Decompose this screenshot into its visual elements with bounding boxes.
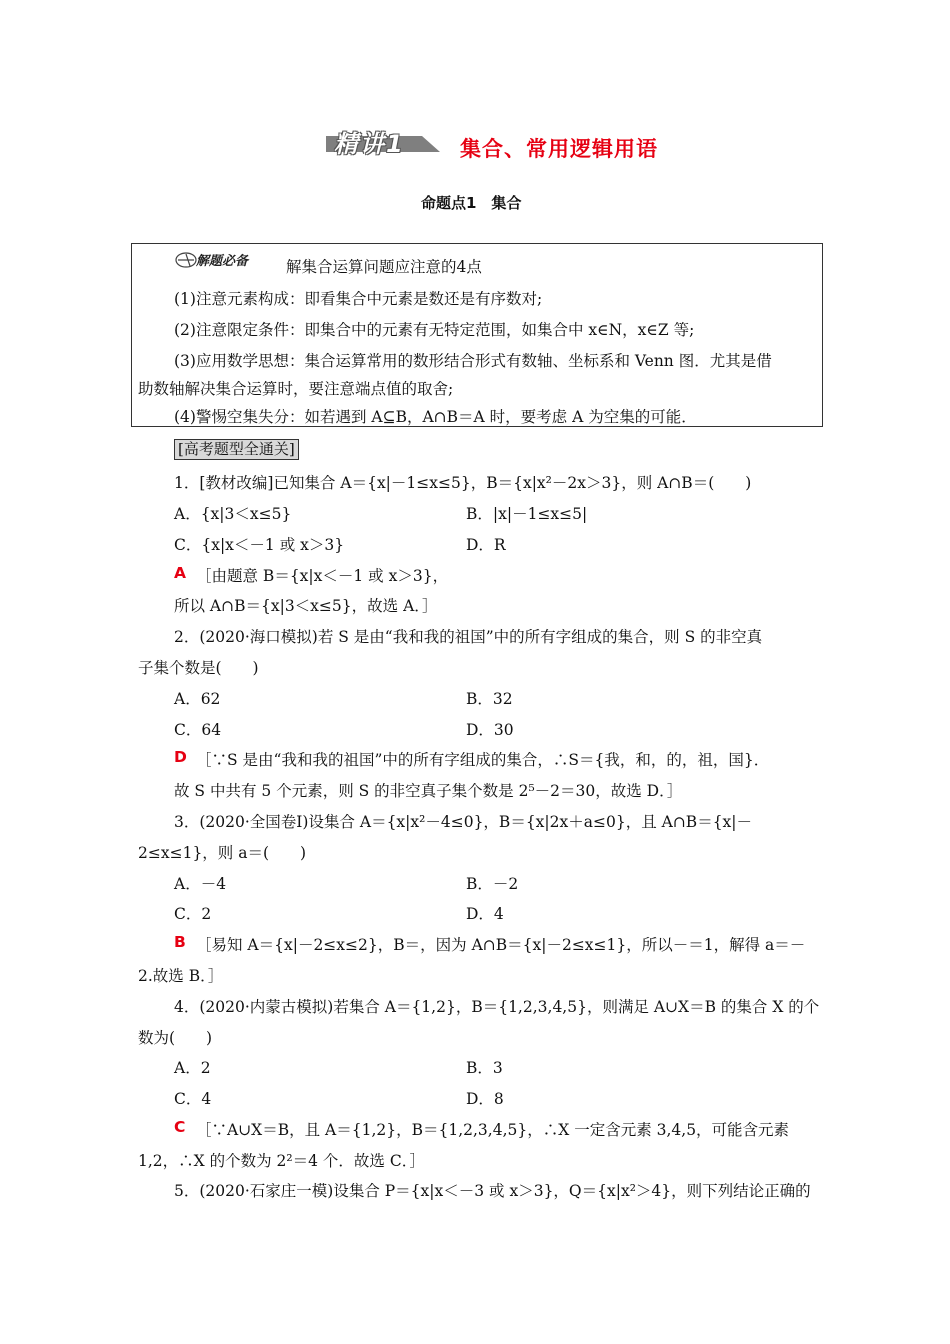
answer-letter: A xyxy=(174,564,186,582)
question-stem: 数为( ) xyxy=(138,1029,213,1047)
option: D．8 xyxy=(466,1090,504,1108)
answer-letter: D xyxy=(174,748,187,766)
chapter-title: 集合、常用逻辑用语 xyxy=(460,137,658,161)
tip-item: (1)注意元素构成：即看集合中元素是数还是有序数对; xyxy=(174,290,543,308)
option: A．{x|3＜x≤5} xyxy=(174,505,292,523)
option: B．－2 xyxy=(466,875,519,893)
chapter-badge: 精讲1 xyxy=(334,130,405,158)
tip-tag-label: 解题必备 xyxy=(196,254,249,269)
option: D．30 xyxy=(466,721,514,739)
solution-text: ［∵A∪X＝B，且 A＝{1,2}，B＝{1,2,3,4,5}，∴X 一定含元素 3,4,5，可能含元素 xyxy=(196,1121,790,1139)
option: C．2 xyxy=(174,905,212,923)
option: B．32 xyxy=(466,690,513,708)
tip-item: (3)应用数学思想：集合运算常用的数形结合形式有数轴、坐标系和 Venn 图．尤其是借 xyxy=(174,352,772,370)
option: A．－4 xyxy=(174,875,227,893)
question-stem: 2．(2020·海口模拟)若 S 是由“我和我的祖国”中的所有字组成的集合，则 S 的非空真 xyxy=(174,628,763,646)
solution-text: 所以 A∩B＝{x|3＜x≤5}，故选 A．］ xyxy=(174,597,438,615)
section-label: [高考题型全通关] xyxy=(174,439,299,460)
question-stem: 1．[教材改编]已知集合 A＝{x|－1≤x≤5}，B＝{x|x²－2x＞3}，则 A∩B＝( ) xyxy=(174,474,752,492)
question-stem: 3．(2020·全国卷Ⅰ)设集合 A＝{x|x²－4≤0}，B＝{x|2x＋a≤0}，且 A∩B＝{x|－ xyxy=(174,813,753,831)
option: C．{x|x＜－1 或 x＞3} xyxy=(174,536,345,554)
option: A．62 xyxy=(174,690,221,708)
question-stem: 4．(2020·内蒙古模拟)若集合 A＝{1,2}，B＝{1,2,3,4,5}，则满足 A∪X＝B 的集合 X 的个 xyxy=(174,998,820,1016)
option: D．R xyxy=(466,536,506,554)
option: A．2 xyxy=(174,1059,211,1077)
question-stem: 子集个数是( ) xyxy=(138,659,259,677)
option: B．|x|－1≤x≤5| xyxy=(466,505,588,523)
tip-item: (4)警惕空集失分：如若遇到 A⊆B，A∩B＝A 时，要考虑 A 为空集的可能． xyxy=(174,408,697,426)
solution-text: 1,2，∴X 的个数为 2²＝4 个．故选 C．］ xyxy=(138,1152,425,1170)
solution-text: ［由题意 B＝{x|x＜－1 或 x＞3}， xyxy=(196,567,449,585)
section-subtitle: 命题点1 集合 xyxy=(421,194,522,212)
option: D．4 xyxy=(466,905,504,923)
question-stem: 5．(2020·石家庄一模)设集合 P＝{x|x＜－3 或 x＞3}，Q＝{x|x²＞4}，则下列结论正确的 xyxy=(174,1182,811,1200)
solution-text: ［易知 A＝{x|－2≤x≤2}，B＝，因为 A∩B＝{x|－2≤x≤1}，所以－＝1，解得 a＝－ xyxy=(196,936,806,954)
option: B．3 xyxy=(466,1059,503,1077)
option: C．4 xyxy=(174,1090,212,1108)
solution-text: ［∵S 是由“我和我的祖国”中的所有字组成的集合，∴S＝{我，和，的，祖，国}． xyxy=(196,751,770,769)
answer-letter: C xyxy=(174,1118,186,1136)
option: C．64 xyxy=(174,721,222,739)
answer-letter: B xyxy=(174,933,186,951)
solution-text: 故 S 中共有 5 个元素，则 S 的非空真子集个数是 2⁵－2＝30，故选 D．］ xyxy=(174,782,683,800)
solution-text: 2.故选 B．］ xyxy=(138,967,224,985)
tip-heading: 解集合运算问题应注意的4点 xyxy=(286,258,482,276)
tip-item: (2)注意限定条件：即集合中的元素有无特定范围，如集合中 x∈N，x∈Z 等; xyxy=(174,321,695,339)
question-stem: 2≤x≤1}，则 a＝( ) xyxy=(138,844,307,862)
tip-item: 助数轴解决集合运算时，要注意端点值的取舍; xyxy=(138,380,454,398)
